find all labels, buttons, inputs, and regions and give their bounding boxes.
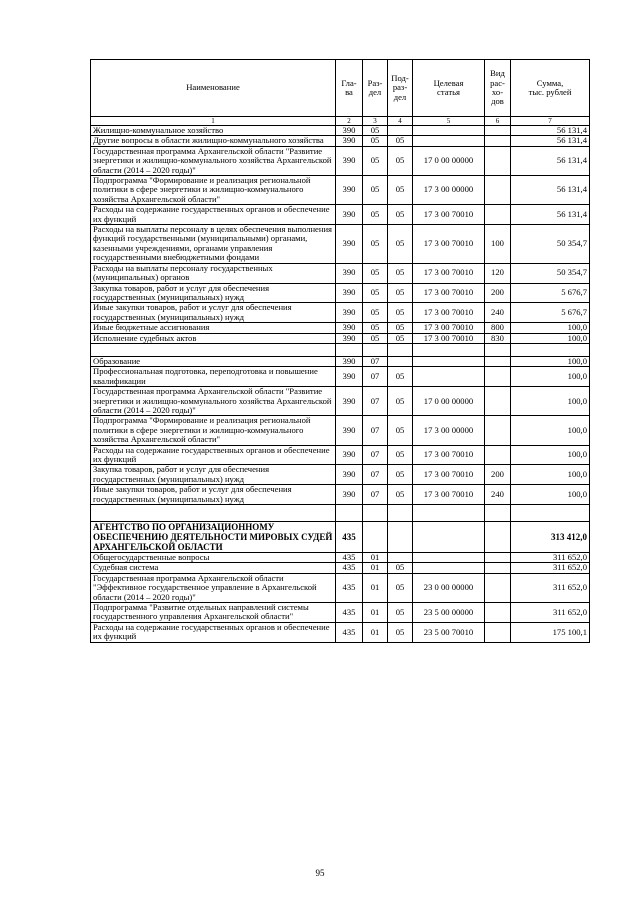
row-name: АГЕНТСТВО ПО ОРГАНИЗАЦИОННОМУ ОБЕСПЕЧЕНИЮ ДЕЯТЕЛЬНОСТИ МИРОВЫХ СУДЕЙ АРХАНГЕЛЬСКОЙ ОБЛАСТИ [91, 522, 336, 553]
row-subsection [388, 126, 413, 136]
empty-cell [91, 343, 336, 356]
row-target-article: 17 3 00 70010 [413, 263, 485, 283]
row-section: 07 [363, 445, 388, 465]
row-amount: 56 131,4 [511, 126, 590, 136]
row-chapter: 390 [336, 283, 363, 303]
row-chapter: 390 [336, 136, 363, 146]
row-section: 05 [363, 283, 388, 303]
row-expense-type [485, 416, 511, 445]
row-chapter: 390 [336, 367, 363, 387]
row-amount: 100,0 [511, 323, 590, 333]
column-number: 3 [363, 117, 388, 126]
row-expense-type: 240 [485, 303, 511, 323]
table-row [91, 416, 590, 445]
row-target-article: 23 0 00 00000 [413, 573, 485, 602]
row-target-article [413, 136, 485, 146]
row-expense-type [485, 367, 511, 387]
empty-cell [388, 343, 413, 356]
row-section: 01 [363, 573, 388, 602]
row-section: 05 [363, 146, 388, 175]
row-name: Жилищно-коммунальное хозяйство [91, 126, 336, 136]
row-chapter: 390 [336, 176, 363, 205]
table-row [91, 283, 590, 303]
row-name: Подпрограмма "Формирование и реализация региональной политики в сфере энергетики и жилищно-коммунального хозяйства Архангельской области" [91, 416, 336, 445]
row-expense-type: 800 [485, 323, 511, 333]
row-chapter: 390 [336, 387, 363, 416]
row-section: 07 [363, 367, 388, 387]
table-row [91, 485, 590, 505]
row-section: 05 [363, 225, 388, 264]
column-number: 4 [388, 117, 413, 126]
table-row [91, 323, 590, 333]
row-target-article [413, 563, 485, 573]
row-subsection: 05 [388, 263, 413, 283]
row-target-article: 17 3 00 70010 [413, 445, 485, 465]
empty-cell [336, 505, 363, 522]
row-subsection [388, 553, 413, 563]
row-subsection [388, 356, 413, 366]
table-row [91, 146, 590, 175]
row-chapter: 390 [336, 333, 363, 343]
row-chapter: 435 [336, 573, 363, 602]
header-name: Наименование [91, 60, 336, 117]
row-expense-type: 120 [485, 263, 511, 283]
row-target-article: 23 5 00 00000 [413, 603, 485, 623]
empty-cell [511, 343, 590, 356]
row-expense-type [485, 603, 511, 623]
row-amount: 100,0 [511, 465, 590, 485]
row-subsection: 05 [388, 445, 413, 465]
row-target-article: 17 3 00 70010 [413, 333, 485, 343]
row-chapter: 390 [336, 416, 363, 445]
empty-cell [413, 505, 485, 522]
row-target-article [413, 367, 485, 387]
row-subsection: 05 [388, 465, 413, 485]
table-row [91, 445, 590, 465]
column-number: 5 [413, 117, 485, 126]
row-name: Расходы на выплаты персоналу государственных (муниципальных) органов [91, 263, 336, 283]
row-name: Закупка товаров, работ и услуг для обеспечения государственных (муниципальных) нужд [91, 465, 336, 485]
row-section: 05 [363, 126, 388, 136]
row-name: Расходы на содержание государственных органов и обеспечение их функций [91, 205, 336, 225]
row-chapter: 390 [336, 126, 363, 136]
row-section: 05 [363, 323, 388, 333]
row-target-article: 17 0 00 00000 [413, 387, 485, 416]
row-target-article [413, 553, 485, 563]
page-number: 95 [315, 868, 325, 878]
row-target-article: 23 5 00 70010 [413, 622, 485, 642]
table-row [91, 465, 590, 485]
row-section: 05 [363, 263, 388, 283]
row-name: Расходы на содержание государственных органов и обеспечение их функций [91, 445, 336, 465]
table-row [91, 553, 590, 563]
agency-heading-row [91, 522, 590, 553]
table-row [91, 333, 590, 343]
row-subsection: 05 [388, 323, 413, 333]
table-row [91, 367, 590, 387]
row-subsection: 05 [388, 603, 413, 623]
row-chapter: 435 [336, 553, 363, 563]
row-expense-type [485, 563, 511, 573]
row-amount: 100,0 [511, 485, 590, 505]
table-row [91, 563, 590, 573]
row-expense-type [485, 522, 511, 553]
table-row [91, 387, 590, 416]
row-subsection: 05 [388, 622, 413, 642]
row-section: 07 [363, 387, 388, 416]
row-name: Иные бюджетные ассигнования [91, 323, 336, 333]
row-amount: 175 100,1 [511, 622, 590, 642]
row-name: Общегосударственные вопросы [91, 553, 336, 563]
row-amount: 50 354,7 [511, 225, 590, 264]
row-section [363, 522, 388, 553]
row-expense-type: 100 [485, 225, 511, 264]
table-row [91, 303, 590, 323]
row-target-article: 17 3 00 00000 [413, 416, 485, 445]
table-row [91, 603, 590, 623]
row-subsection: 05 [388, 563, 413, 573]
column-number: 2 [336, 117, 363, 126]
header-subsection: Под- раз- дел [388, 60, 413, 117]
row-chapter: 390 [336, 323, 363, 333]
row-subsection: 05 [388, 416, 413, 445]
row-name: Закупка товаров, работ и услуг для обеспечения государственных (муниципальных) нужд [91, 283, 336, 303]
row-section: 07 [363, 356, 388, 366]
table-row [91, 205, 590, 225]
row-expense-type: 240 [485, 485, 511, 505]
row-chapter: 435 [336, 522, 363, 553]
row-amount: 311 652,0 [511, 603, 590, 623]
row-amount: 100,0 [511, 367, 590, 387]
header-expense-type: Вид рас- хо- дов [485, 60, 511, 117]
empty-cell [363, 505, 388, 522]
table-row [91, 126, 590, 136]
row-target-article: 17 3 00 70010 [413, 283, 485, 303]
row-subsection: 05 [388, 303, 413, 323]
row-expense-type [485, 622, 511, 642]
row-amount: 50 354,7 [511, 263, 590, 283]
empty-cell [336, 343, 363, 356]
row-name: Профессиональная подготовка, переподготовка и повышение квалификации [91, 367, 336, 387]
row-chapter: 435 [336, 603, 363, 623]
row-target-article: 17 3 00 70010 [413, 303, 485, 323]
row-chapter: 390 [336, 205, 363, 225]
table-body [91, 126, 590, 643]
row-chapter: 435 [336, 563, 363, 573]
row-name: Государственная программа Архангельской области "Развитие энергетики и жилищно-коммунального хозяйства Архангельской области (2014 – 2020 годы)" [91, 387, 336, 416]
row-amount: 311 652,0 [511, 553, 590, 563]
row-subsection [388, 522, 413, 553]
row-section: 07 [363, 485, 388, 505]
row-name: Судебная система [91, 563, 336, 573]
header-section: Раз- дел [363, 60, 388, 117]
row-section: 05 [363, 205, 388, 225]
row-section: 01 [363, 553, 388, 563]
empty-cell [91, 505, 336, 522]
row-name: Подпрограмма "Формирование и реализация региональной политики в сфере энергетики и жилищно-коммунального хозяйства Архангельской области" [91, 176, 336, 205]
row-amount: 311 652,0 [511, 573, 590, 602]
budget-table [90, 59, 590, 643]
empty-cell [511, 505, 590, 522]
row-expense-type: 200 [485, 283, 511, 303]
row-amount: 5 676,7 [511, 283, 590, 303]
empty-cell [413, 343, 485, 356]
row-chapter: 390 [336, 225, 363, 264]
row-target-article [413, 356, 485, 366]
row-expense-type [485, 445, 511, 465]
row-amount: 56 131,4 [511, 146, 590, 175]
row-subsection: 05 [388, 573, 413, 602]
row-amount: 56 131,4 [511, 176, 590, 205]
row-chapter: 390 [336, 485, 363, 505]
row-amount: 56 131,4 [511, 136, 590, 146]
row-target-article: 17 3 00 70010 [413, 323, 485, 333]
header-amount: Сумма, тыс. рублей [511, 60, 590, 117]
table-row [91, 622, 590, 642]
row-amount: 100,0 [511, 416, 590, 445]
row-subsection: 05 [388, 333, 413, 343]
empty-cell [485, 343, 511, 356]
row-chapter: 390 [336, 356, 363, 366]
row-expense-type [485, 176, 511, 205]
row-section: 05 [363, 176, 388, 205]
table-row [91, 176, 590, 205]
row-amount: 100,0 [511, 445, 590, 465]
row-amount: 313 412,0 [511, 522, 590, 553]
row-chapter: 435 [336, 622, 363, 642]
header-target-article: Целевая статья [413, 60, 485, 117]
row-name: Другие вопросы в области жилищно-коммунального хозяйства [91, 136, 336, 146]
row-subsection: 05 [388, 225, 413, 264]
row-target-article: 17 3 00 70010 [413, 485, 485, 505]
row-expense-type [485, 136, 511, 146]
row-chapter: 390 [336, 465, 363, 485]
row-expense-type [485, 573, 511, 602]
row-expense-type [485, 146, 511, 175]
row-amount: 100,0 [511, 333, 590, 343]
spacer-row [91, 505, 590, 522]
row-subsection: 05 [388, 485, 413, 505]
row-amount: 56 131,4 [511, 205, 590, 225]
table-row [91, 136, 590, 146]
row-subsection: 05 [388, 205, 413, 225]
row-target-article: 17 3 00 70010 [413, 225, 485, 264]
table-row [91, 356, 590, 366]
row-chapter: 390 [336, 445, 363, 465]
row-amount: 100,0 [511, 387, 590, 416]
row-expense-type [485, 205, 511, 225]
row-expense-type: 830 [485, 333, 511, 343]
row-expense-type [485, 126, 511, 136]
row-target-article: 17 0 00 00000 [413, 146, 485, 175]
row-section: 05 [363, 303, 388, 323]
row-target-article [413, 126, 485, 136]
table-row [91, 225, 590, 264]
row-subsection: 05 [388, 176, 413, 205]
row-name: Подпрограмма "Развитие отдельных направлений системы государственного управления Архангельской области" [91, 603, 336, 623]
column-number: 7 [511, 117, 590, 126]
empty-cell [363, 343, 388, 356]
row-expense-type [485, 356, 511, 366]
table-row [91, 573, 590, 602]
row-name: Расходы на выплаты персоналу в целях обеспечения выполнения функций государственными (муниципальными) органами, казенными учреждениями, органами управления государственными внебюджетными фондами [91, 225, 336, 264]
table-header-row [91, 60, 590, 117]
row-target-article: 17 3 00 70010 [413, 465, 485, 485]
row-section: 05 [363, 136, 388, 146]
spacer-row [91, 343, 590, 356]
row-expense-type [485, 553, 511, 563]
row-target-article: 17 3 00 70010 [413, 205, 485, 225]
header-chapter: Гла- ва [336, 60, 363, 117]
row-expense-type: 200 [485, 465, 511, 485]
column-number: 6 [485, 117, 511, 126]
row-target-article: 17 3 00 00000 [413, 176, 485, 205]
row-section: 01 [363, 622, 388, 642]
row-name: Исполнение судебных актов [91, 333, 336, 343]
row-subsection: 05 [388, 283, 413, 303]
row-section: 07 [363, 465, 388, 485]
row-amount: 311 652,0 [511, 563, 590, 573]
row-section: 07 [363, 416, 388, 445]
row-name: Иные закупки товаров, работ и услуг для обеспечения государственных (муниципальных) нужд [91, 485, 336, 505]
row-chapter: 390 [336, 146, 363, 175]
row-subsection: 05 [388, 146, 413, 175]
row-name: Расходы на содержание государственных органов и обеспечение их функций [91, 622, 336, 642]
row-name: Иные закупки товаров, работ и услуг для обеспечения государственных (муниципальных) нужд [91, 303, 336, 323]
row-name: Государственная программа Архангельской области "Эффективное государственное управление в Архангельской области (2014 – 2020 годы)" [91, 573, 336, 602]
row-name: Образование [91, 356, 336, 366]
row-chapter: 390 [336, 263, 363, 283]
row-section: 05 [363, 333, 388, 343]
row-target-article [413, 522, 485, 553]
row-section: 01 [363, 603, 388, 623]
row-amount: 5 676,7 [511, 303, 590, 323]
row-subsection: 05 [388, 136, 413, 146]
row-section: 01 [363, 563, 388, 573]
column-number: 1 [91, 117, 336, 126]
row-amount: 100,0 [511, 356, 590, 366]
row-name: Государственная программа Архангельской области "Развитие энергетики и жилищно-коммунального хозяйства Архангельской области (2014 – 2020 годы)" [91, 146, 336, 175]
empty-cell [388, 505, 413, 522]
table-row [91, 263, 590, 283]
row-expense-type [485, 387, 511, 416]
row-chapter: 390 [336, 303, 363, 323]
empty-cell [485, 505, 511, 522]
row-subsection: 05 [388, 387, 413, 416]
row-subsection: 05 [388, 367, 413, 387]
